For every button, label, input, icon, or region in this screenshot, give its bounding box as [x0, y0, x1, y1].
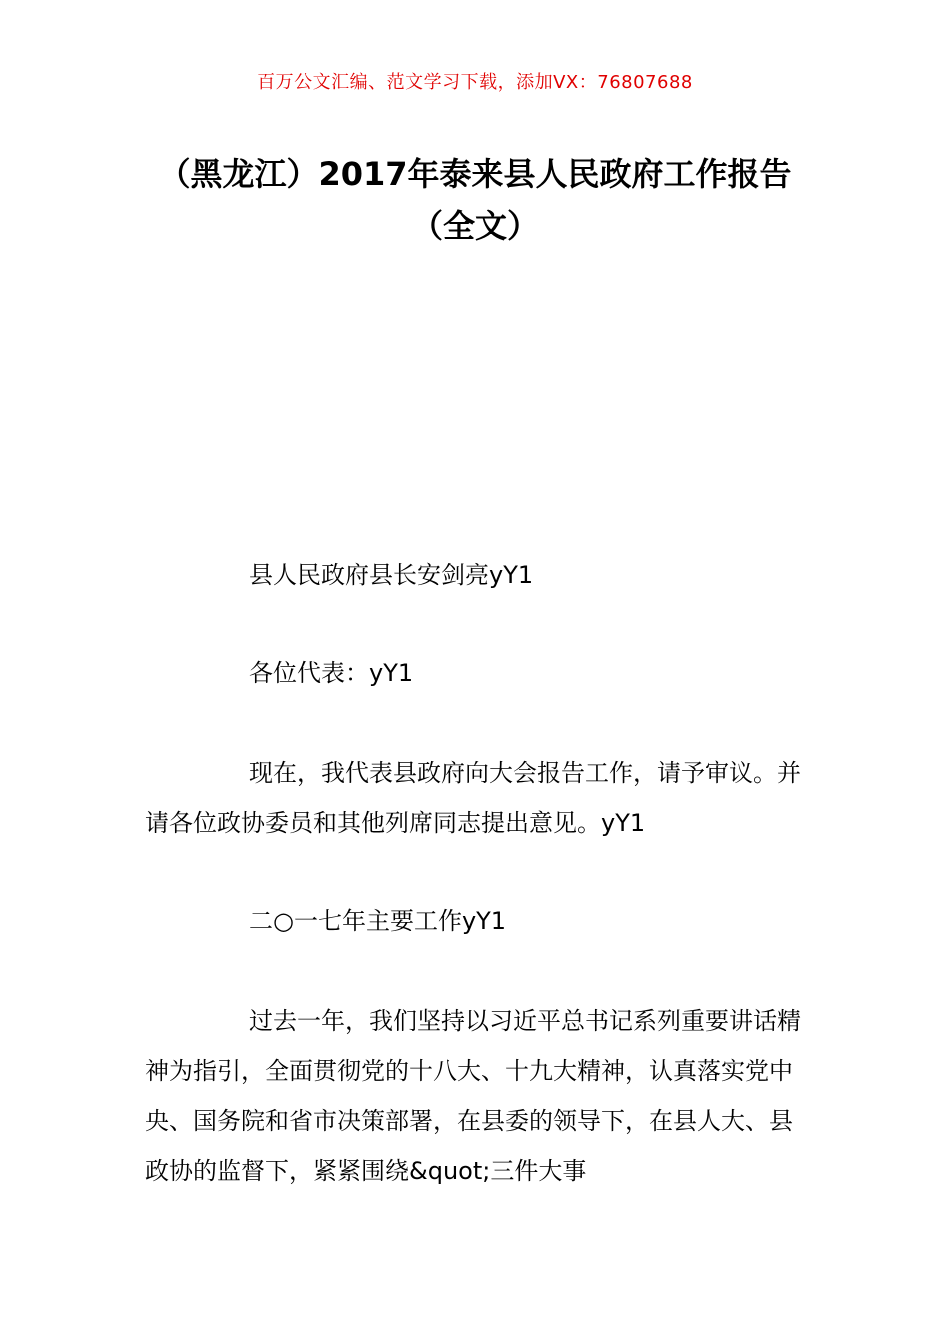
- document-title: （黑龙江）2017年泰来县人民政府工作报告（全文）: [158, 155, 792, 245]
- intro-paragraph: 现在，我代表县政府向大会报告工作，请予审议。并请各位政协委员和其他列席同志提出意见。yY1: [145, 759, 801, 837]
- greeting-line: 各位代表：yY1: [249, 659, 414, 687]
- section-heading: 二○一七年主要工作yY1: [249, 907, 507, 935]
- author-line: 县人民政府县长安剑亮yY1: [249, 561, 534, 589]
- header-note: 百万公文汇编、范文学习下载，添加VX：76807688: [257, 72, 693, 93]
- review-paragraph: 过去一年，我们坚持以习近平总书记系列重要讲话精神为指引，全面贯彻党的十八大、十九大精神，认真落实党中央、国务院和省市决策部署，在县委的领导下，在县人大、县政协的监督下，紧紧围绕&quot;三件大事: [145, 1007, 801, 1185]
